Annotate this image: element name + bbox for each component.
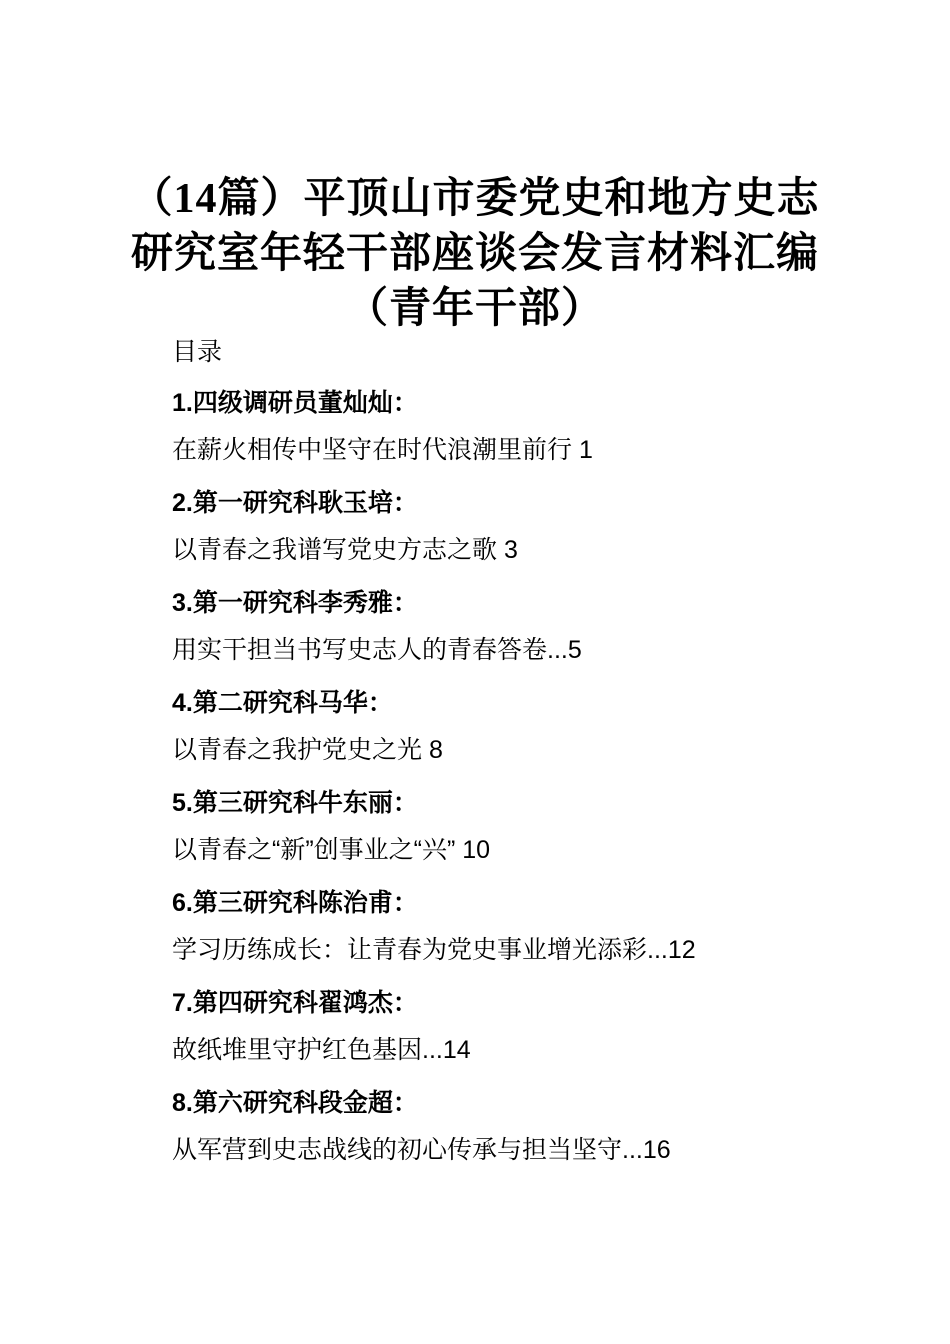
toc-entry-subtitle: 以青春之“新”创事业之“兴” 10 <box>172 836 491 864</box>
toc-entry <box>172 1086 830 1167</box>
toc-entry-heading: 1.四级调研员董灿灿： <box>172 389 418 417</box>
toc-entry <box>172 986 830 1067</box>
toc-entry-heading: 8.第六研究科段金超： <box>172 1089 418 1117</box>
toc-label: 目录 <box>172 338 223 366</box>
toc-entry-subtitle: 用实干担当书写史志人的青春答卷...5 <box>172 636 582 664</box>
page-title <box>0 0 950 337</box>
toc-entry-heading: 5.第三研究科牛东丽： <box>172 789 418 817</box>
toc-entry <box>172 486 830 567</box>
toc-entry-heading: 4.第二研究科马华： <box>172 689 393 717</box>
toc-entry <box>172 786 830 867</box>
toc-entry-subtitle: 从军营到史志战线的初心传承与担当坚守...16 <box>172 1136 671 1164</box>
toc-entry-heading: 6.第三研究科陈治甫： <box>172 889 418 917</box>
toc-entry-subtitle: 故纸堆里守护红色基因...14 <box>172 1036 471 1064</box>
table-of-contents <box>172 337 830 1167</box>
page-title-line-3: （青年干部） <box>345 286 604 332</box>
page-title-line-1: （14篇）平顶山市委党史和地方史志 <box>130 176 820 222</box>
toc-entry-heading: 2.第一研究科耿玉培： <box>172 489 418 517</box>
toc-entry <box>172 686 830 767</box>
toc-entry-subtitle: 以青春之我护党史之光 8 <box>172 736 443 764</box>
toc-entry <box>172 386 830 467</box>
toc-entry-heading: 3.第一研究科李秀雅： <box>172 589 418 617</box>
toc-entry-subtitle: 以青春之我谱写党史方志之歌 3 <box>172 536 518 564</box>
page-title-line-2: 研究室年轻干部座谈会发言材料汇编 <box>130 231 819 277</box>
toc-entry-subtitle: 学习历练成长：让青春为党史事业增光添彩...12 <box>172 936 696 964</box>
toc-entry <box>172 586 830 667</box>
toc-entry <box>172 886 830 967</box>
toc-entry-subtitle: 在薪火相传中坚守在时代浪潮里前行 1 <box>172 436 593 464</box>
toc-entry-heading: 7.第四研究科翟鸿杰： <box>172 989 418 1017</box>
